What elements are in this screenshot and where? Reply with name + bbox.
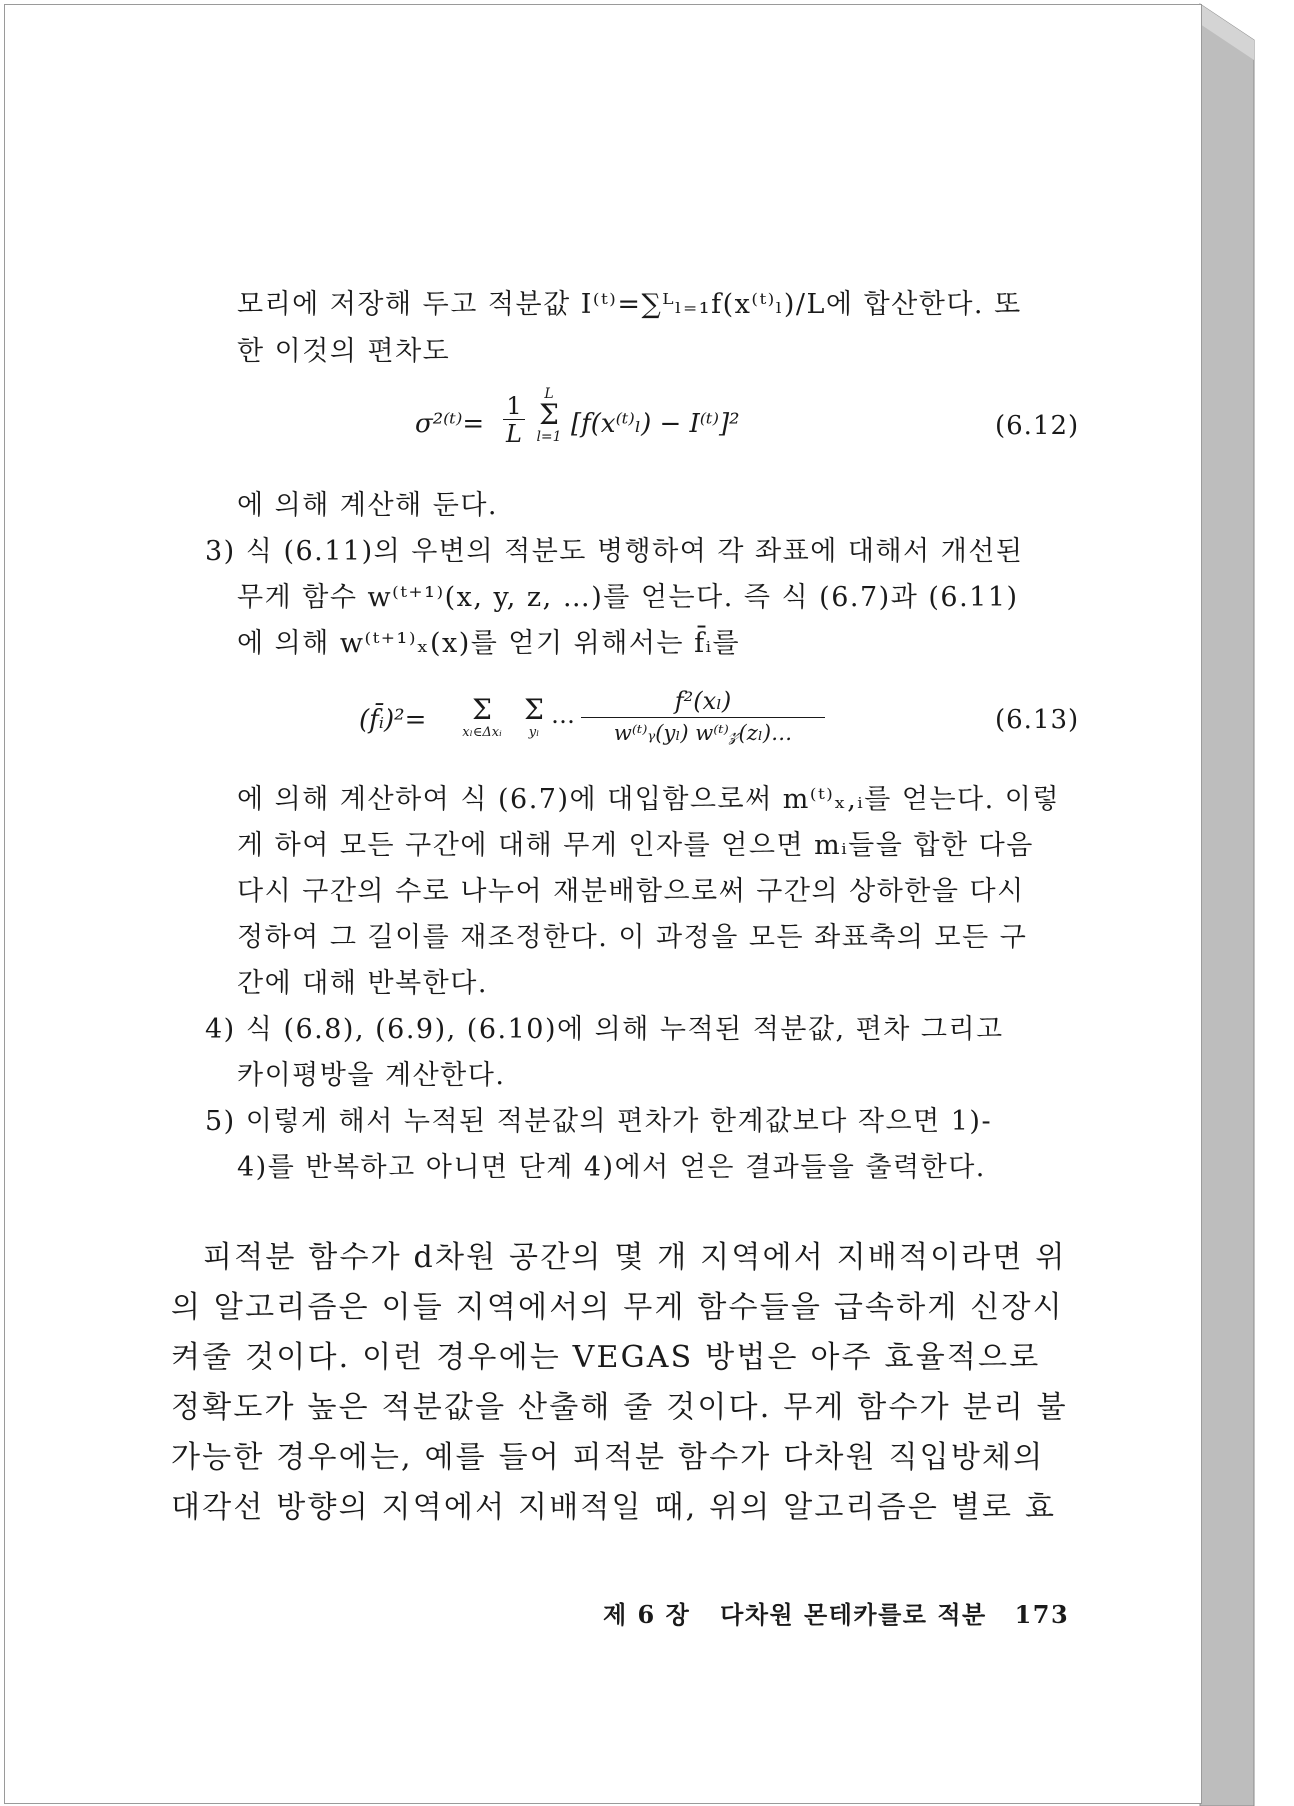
fraction-numerator: 1: [506, 392, 522, 420]
ellipsis: …: [551, 701, 575, 729]
equation-6-13: [359, 685, 1079, 761]
sum-sign: Σ: [539, 398, 559, 431]
sum-lower-limit: xₗ∈Δxᵢ: [462, 725, 502, 740]
text-line: 한 이것의 편차도: [237, 336, 451, 367]
text-line: 에 의해 w⁽ᵗ⁺¹⁾ₓ(x)를 얻기 위해서는 f̄ᵢ를: [237, 628, 741, 659]
chapter-title: 다차원 몬테카를로 적분: [720, 1600, 987, 1629]
text-line: 모리에 저장해 두고 적분값 I⁽ᵗ⁾=∑ᴸₗ₌₁f(x⁽ᵗ⁾ₗ)/L에 합산한다. 또: [237, 289, 1022, 320]
text-line: 무게 함수 w⁽ᵗ⁺¹⁾(x, y, z, …)를 얻는다. 즉 식 (6.7)과 (6.11): [237, 582, 1019, 613]
fraction-numerator: f²(xₗ): [674, 687, 732, 715]
text-line: 게 하여 모든 구간에 대해 무게 인자를 얻으면 mᵢ들을 합한 다음: [237, 830, 1034, 861]
sum-sign: Σ: [524, 693, 544, 726]
summation: [519, 695, 549, 741]
list-item-4: 4) 식 (6.8), (6.9), (6.10)에 의해 누적된 적분값, 편차 그리고: [205, 1014, 1004, 1045]
text-line: 간에 대해 반복한다.: [237, 968, 488, 999]
summation: [533, 387, 565, 445]
paragraph-line: 피적분 함수가 d차원 공간의 몇 개 지역에서 지배적이라면 위: [203, 1240, 1067, 1275]
text-line: 에 의해 계산하여 식 (6.7)에 대입함으로써 m⁽ᵗ⁾ₓ,ᵢ를 얻는다. 이렇: [237, 784, 1060, 815]
equation-6-12: [415, 386, 1080, 463]
equation-lhs: (f̄ᵢ)²=: [359, 705, 427, 735]
sum-lower-limit: yₗ: [528, 725, 540, 740]
text-line: 에 의해 계산해 둔다.: [237, 490, 498, 521]
sum-lower-limit: l=1: [536, 429, 562, 445]
paragraph-line: 의 알고리즘은 이들 지역에서의 무게 함수들을 급속하게 신장시: [171, 1290, 1064, 1325]
equation-number: (6.13): [995, 705, 1080, 735]
paragraph-line: 대각선 방향의 지역에서 지배적일 때, 위의 알고리즘은 별로 효: [171, 1490, 1057, 1525]
equation-body: [f(x⁽ᵗ⁾ₗ) − I⁽ᵗ⁾]²: [571, 409, 740, 439]
fraction-denominator: L: [506, 420, 522, 448]
running-footer: [603, 1595, 1069, 1630]
text-line: 다시 구간의 수로 나누어 재분배함으로써 구간의 상하한을 다시: [237, 876, 1025, 907]
equation-lhs: σ²⁽ᵗ⁾=: [415, 409, 485, 439]
paragraph-line: 정확도가 높은 적분값을 산출해 줄 것이다. 무게 함수가 분리 불: [171, 1390, 1068, 1425]
fraction: [581, 685, 825, 748]
list-item-5: 5) 이렇게 해서 누적된 적분값의 편차가 한계값보다 작으면 1)-: [205, 1106, 993, 1137]
sum-upper-limit: L: [544, 386, 554, 402]
text-line: 정하여 그 길이를 재조정한다. 이 과정을 모든 좌표축의 모든 구: [237, 922, 1028, 953]
equation-number: (6.12): [995, 411, 1080, 441]
sum-sign: Σ: [472, 693, 492, 726]
list-item-3: 3) 식 (6.11)의 우변의 적분도 병행하여 각 좌표에 대해서 개선된: [205, 536, 1024, 567]
summation: [447, 695, 517, 741]
text-line: 카이평방을 계산한다.: [237, 1060, 506, 1091]
page-number: 173: [1014, 1600, 1070, 1629]
paragraph-line: 가능한 경우에는, 예를 들어 피적분 함수가 다차원 직입방체의: [171, 1440, 1045, 1475]
paragraph-line: 켜줄 것이다. 이런 경우에는 VEGAS 방법은 아주 효율적으로: [171, 1340, 1041, 1375]
fraction-denominator: w⁽ᵗ⁾ᵧ(yₗ) w⁽ᵗ⁾𝓏(zₗ)…: [613, 721, 793, 745]
fraction: [503, 393, 525, 448]
text-line: 4)를 반복하고 아니면 단계 4)에서 얻은 결과들을 출력한다.: [237, 1152, 986, 1183]
chapter-label: 제 6 장: [603, 1600, 691, 1629]
page-sheet: [4, 4, 1202, 1804]
